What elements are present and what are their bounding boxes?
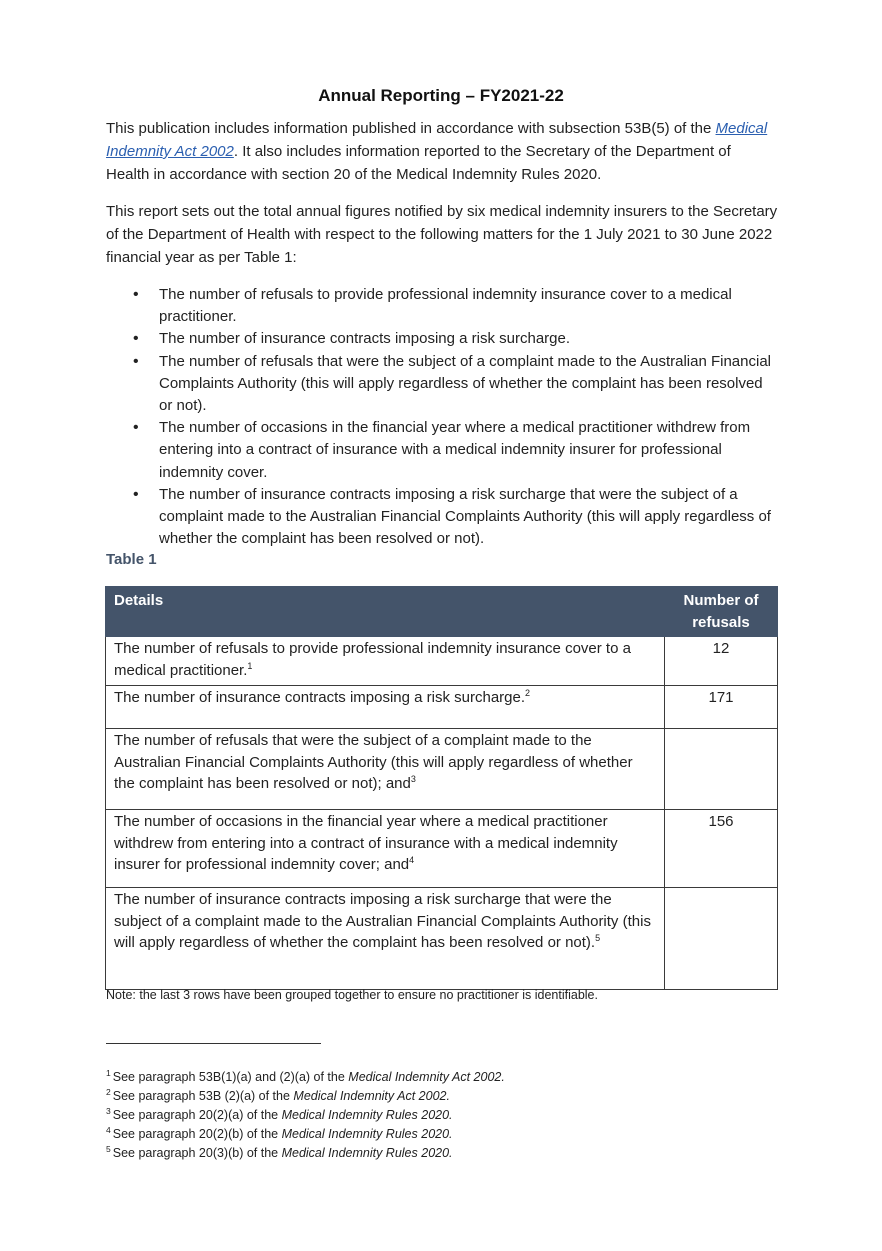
page-title: Annual Reporting – FY2021-22 bbox=[318, 86, 564, 105]
table-row bbox=[106, 810, 778, 888]
row-detail-text: The number of refusals that were the subject of a complaint made to the Australian Financial Complaints Authority (this will apply regardless of whether the complaint has been resolved or not); and bbox=[114, 732, 633, 792]
row-detail bbox=[106, 637, 665, 686]
footnote bbox=[106, 1087, 505, 1106]
table-header-row bbox=[106, 587, 778, 637]
footnote-text: See paragraph 53B(1)(a) and (2)(a) of the bbox=[112, 1070, 349, 1084]
row-value: 12 bbox=[665, 637, 778, 686]
footnote bbox=[106, 1125, 505, 1144]
footnote-ref: 2 bbox=[525, 688, 531, 698]
footnote-ref: 3 bbox=[410, 774, 416, 784]
row-value: 171 bbox=[665, 686, 778, 729]
intro-text-after-link: . It also includes information reported to the Secretary of the Department of Health in accordance with section 20 of the Medical Indemnity Rules 2020. bbox=[106, 143, 731, 183]
footnote bbox=[106, 1144, 505, 1163]
footnote-mark: 4 bbox=[106, 1124, 111, 1135]
footnote-text: See paragraph 20(2)(a) of the bbox=[112, 1108, 282, 1122]
footnotes-list bbox=[106, 1068, 505, 1163]
table-row bbox=[106, 729, 778, 810]
intro-text-before-link: This publication includes information published in accordance with subsection 53B(5) of the bbox=[106, 120, 716, 137]
table-caption: Table 1 bbox=[106, 551, 157, 568]
footnote-source: Medical Indemnity Rules 2020. bbox=[281, 1146, 453, 1160]
row-detail-text: The number of occasions in the financial year where a medical practitioner withdrew from entering into a contract of insurance with a medical indemnity insurer for professional indemnity cover; and bbox=[114, 813, 618, 873]
report-paragraph: This report sets out the total annual figures notified by six medical indemnity insurers to the Secretary of the Department of Health with respect to the following matters for the 1 July 2021 to 30 June 2022 financial year as per Table 1: bbox=[106, 203, 778, 266]
footnote-ref: 5 bbox=[595, 933, 601, 943]
footnote-text: See paragraph 53B (2)(a) of the bbox=[112, 1089, 294, 1103]
matters-list bbox=[106, 284, 778, 550]
footnote bbox=[106, 1068, 505, 1087]
footnote-mark: 3 bbox=[106, 1105, 111, 1116]
row-value: 156 bbox=[665, 810, 778, 888]
list-item: • The number of insurance contracts imposing a risk surcharge that were the subject of a complaint made to the Australian Financial Complaints Authority (this will apply regardless of whether the complaint has been resolved or not). bbox=[106, 484, 778, 551]
footnote-mark: 2 bbox=[106, 1086, 111, 1097]
row-value bbox=[665, 888, 778, 990]
row-detail-text: The number of refusals to provide professional indemnity insurance cover to a medical practitioner. bbox=[114, 640, 631, 679]
row-detail bbox=[106, 686, 665, 729]
footnote-source: Medical Indemnity Act 2002. bbox=[348, 1070, 505, 1084]
table-note: Note: the last 3 rows have been grouped together to ensure no practitioner is identifiable. bbox=[106, 988, 598, 1002]
footnote bbox=[106, 1106, 505, 1125]
header-number-of-refusals: Number of refusals bbox=[665, 587, 778, 637]
row-detail bbox=[106, 729, 665, 810]
row-detail-text: The number of insurance contracts imposing a risk surcharge that were the subject of a complaint made to the Australian Financial Complaints Authority (this will apply regardless of whether the complaint has been resolved or not). bbox=[114, 891, 651, 951]
footnote-divider bbox=[106, 1043, 321, 1044]
footnote-ref: 1 bbox=[247, 660, 253, 671]
footnote-source: Medical Indemnity Act 2002. bbox=[293, 1089, 450, 1103]
list-item: • The number of insurance contracts imposing a risk surcharge. bbox=[106, 328, 778, 350]
header-details: Details bbox=[106, 587, 665, 637]
list-item: • The number of refusals that were the subject of a complaint made to the Australian Financial Complaints Authority (this will apply regardless of whether the complaint has been resolved or not). bbox=[106, 351, 778, 418]
medical-indemnity-act-link[interactable]: Medical Indemnity Act 2002 bbox=[106, 120, 768, 160]
refusals-table bbox=[105, 586, 778, 990]
row-detail bbox=[106, 810, 665, 888]
table-row bbox=[106, 888, 778, 990]
row-detail-text: The number of insurance contracts imposing a risk surcharge. bbox=[114, 689, 526, 706]
footnote-source: Medical Indemnity Rules 2020. bbox=[281, 1108, 453, 1122]
row-detail bbox=[106, 888, 665, 990]
table-row bbox=[106, 637, 778, 686]
footnote-source: Medical Indemnity Rules 2020. bbox=[281, 1127, 453, 1141]
footnote-text: See paragraph 20(3)(b) of the bbox=[112, 1146, 282, 1160]
list-item: • The number of refusals to provide professional indemnity insurance cover to a medical practitioner. bbox=[106, 284, 778, 328]
footnote-ref: 4 bbox=[409, 855, 415, 865]
footnote-text: See paragraph 20(2)(b) of the bbox=[112, 1127, 282, 1141]
footnote-mark: 5 bbox=[106, 1143, 111, 1154]
list-item: • The number of occasions in the financial year where a medical practitioner withdrew from entering into a contract of insurance with a medical indemnity insurer for professional indemnity cover. bbox=[106, 417, 778, 484]
row-value bbox=[665, 729, 778, 810]
intro-paragraph bbox=[106, 117, 778, 186]
footnote-mark: 1 bbox=[106, 1067, 111, 1078]
table-row bbox=[106, 686, 778, 729]
